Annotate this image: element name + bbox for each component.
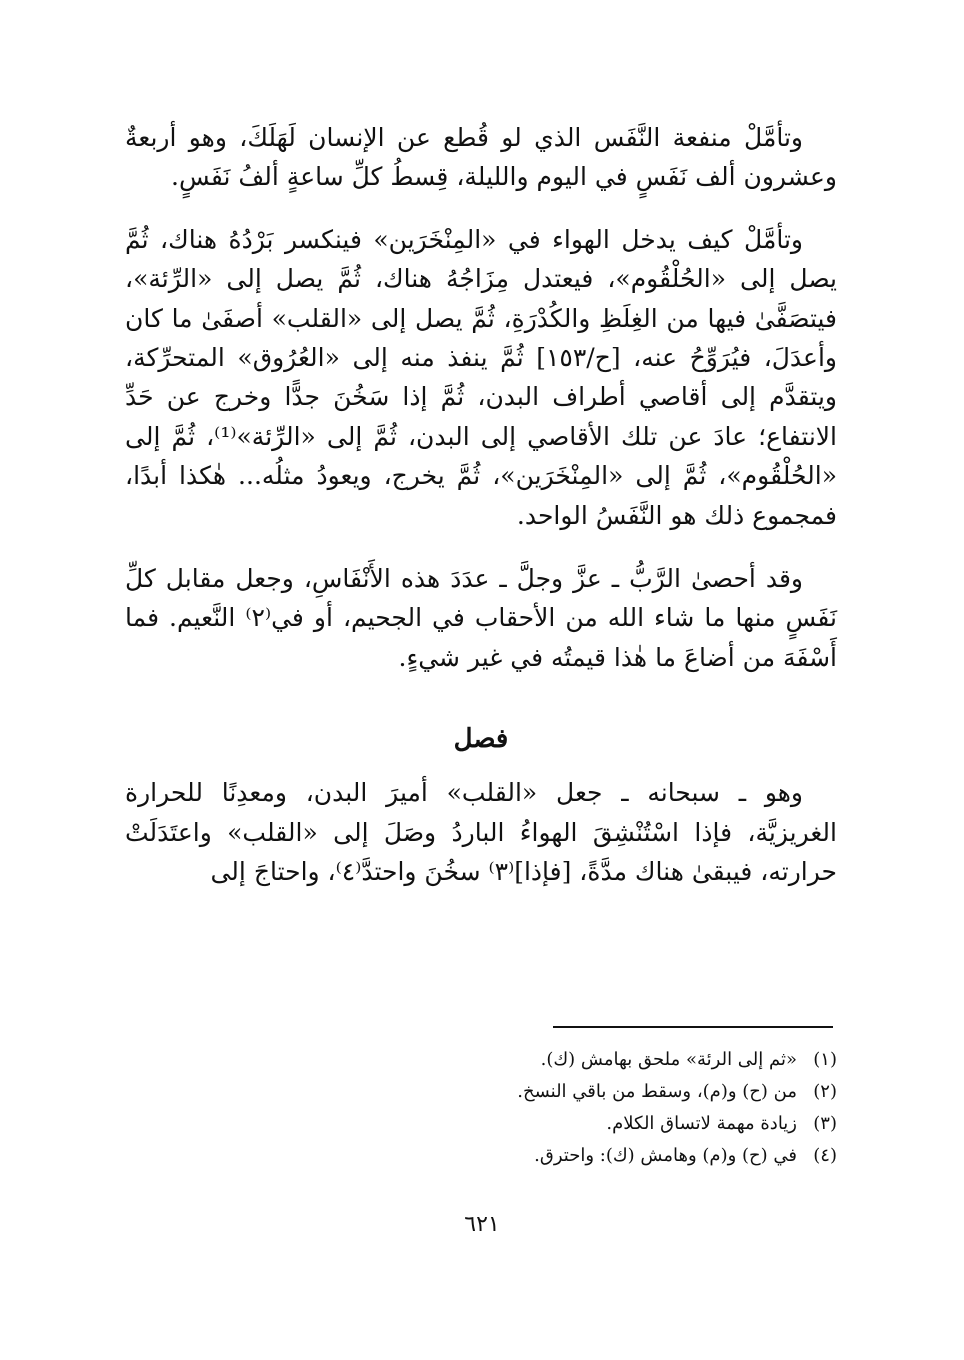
footnote-divider [553,1026,833,1028]
footnote-number: (١) [813,1049,837,1070]
footnote-number: (٢) [813,1081,837,1102]
footnote-text: من (ح) و(م)، وسقط من باقي النسخ. [517,1081,797,1102]
footnote-text: في (ح) و(م) وهامش (ك): واحترق. [534,1145,797,1166]
footnotes [277,1044,837,1172]
footnote-number: (٤) [813,1145,837,1166]
footnote [277,1044,837,1076]
paragraph-breath: وتأمَّلْ منفعة النَّفَس الذي لو قُطع عن الإنسان لَهَلَكَ، وهو أربعةٌ وعشرون ألف نَفَسٍ في اليوم والليلة، قِسطُ كلِّ ساعةٍ ألفُ نَفَسٍ. [125,123,837,192]
footnote-text: زيادة مهمة لاتساق الكلام. [606,1113,797,1134]
paragraph-air-path: وتأمَّلْ كيف يدخل الهواء في «المِنْخَرَين» فينكسر بَرْدُهُ هناك، ثُمَّ يصل إلى «الحُلْقُوم»، فيعتدل مِزَاجُهُ هناك، ثُمَّ يصل إلى «الرِّئة»، فيتصَفَّىٰ فيها من الغِلَظِ والكُدْرَةِ، ثُمَّ يصل إلى «القلب» أصفَىٰ ما كان وأعدَلَ، فيُرَوِّحُ عنه، [ح/١٥٣] ثُمَّ ينفذ منه إلى «العُرُوق» المتحرِّكة، ويتقدَّم إلى أقاصي أطراف البدن، ثُمَّ إذا سَخُنَ جدًّا وخرج عن حَدِّ الانتفاع؛ عادَ عن تلك الأقاصي إلى البدن، ثُمَّ إلى «الرِّئة»⁽¹⁾، ثُمَّ إلى «الحُلْقُوم»، ثُمَّ إلى «المِنْخَرَين»، ثُمَّ يخرج، ويعودُ مثلُه... هٰكذا أبدًا، فمجموع ذلك هو النَّفَسُ الواحد. [125,224,837,530]
footnote-number: (٣) [813,1113,837,1134]
page-body [125,118,837,892]
footnote [277,1140,837,1172]
footnote [277,1108,837,1140]
footnote [277,1076,837,1108]
paragraph-heart: وهو ـ سبحانه ـ جعل «القلب» أميرَ البدن، ومعدِنًا للحرارة الغريزيَّة، فإذا اسْتُنْشِقَ الهواءُ الباردُ وصَلَ إلى «القلب» واعتَدَلَتْ حرارته، فيبقىٰ هناك مدَّةً، [فإذا]⁽٣⁾ سخُنَ واحتدَّ⁽٤⁾، واحتاجَ إلى [125,778,837,887]
paragraph-counting-breaths: وقد أحصىٰ الرَّبُّ ـ عزَّ وجلَّ ـ عدَدَ هذه الأَنْفَاسِ، وجعل مقابل كلِّ نَفَسٍ منها ما شاء الله من الأحقاب في الجحيم، أو في⁽٢⁾ النَّعيم. فما أَسْفَهَ من أضاعَ ما هٰذا قيمتُه في غير شيءٍ. [125,564,838,672]
page-number: ٦٢١ [464,1212,500,1237]
section-title: فصل [453,724,509,755]
footnote-text: «ثم إلى الرئة» ملحق بهامش (ك). [540,1049,797,1070]
